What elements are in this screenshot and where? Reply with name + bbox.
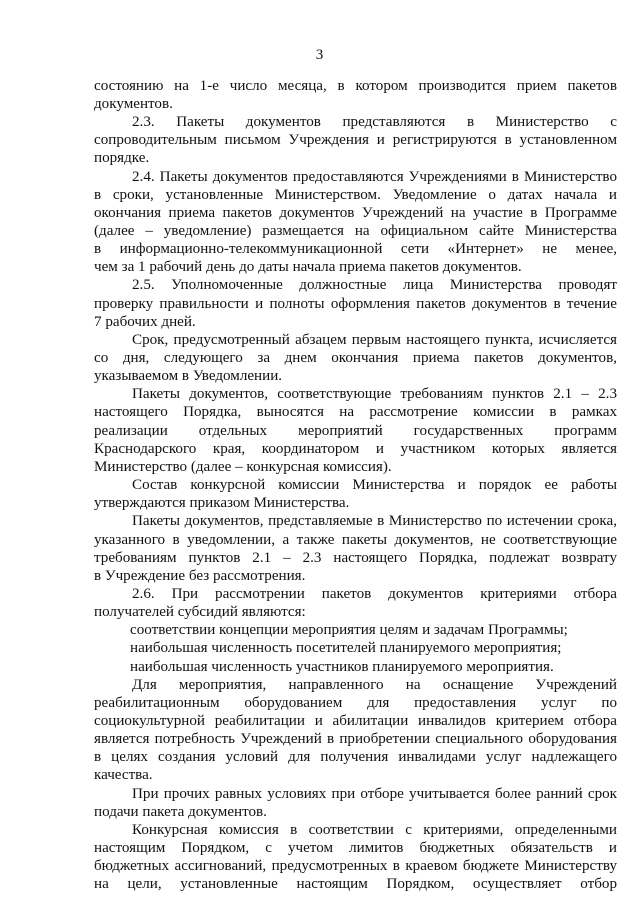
text-line: в Учреждение без рассмотрения. <box>94 568 306 584</box>
text-line: на цели, установленные настоящим Порядком, осуществляет отбор <box>94 876 617 892</box>
text-line: утверждаются приказом Министерства. <box>94 495 350 511</box>
text-line: Для мероприятия, направленного на оснащение Учреждений <box>132 677 617 693</box>
text-line: 2.6. При рассмотрении пакетов документов критериями отбора <box>132 586 617 602</box>
text-line: окончания приема пакетов документов Учреждений на участие в Программе <box>94 205 617 221</box>
page-number: 3 <box>315 47 324 63</box>
text-line: является потребность Учреждений в приобретении специального оборудования <box>94 731 617 747</box>
text-line: Министерство (далее – конкурсная комиссия). <box>94 459 392 475</box>
text-line: подачи пакета документов. <box>94 804 267 820</box>
text-line: в информационно-телекоммуникационной сети «Интернет» не менее, <box>94 241 617 257</box>
text-line: Пакеты документов, представляемые в Министерство по истечении срока, <box>132 513 617 529</box>
text-line: сопроводительным письмом Учреждения и регистрируются в установленном <box>94 132 617 148</box>
text-line: проверку правильности и полноты оформления пакетов документов в течение <box>94 296 617 312</box>
text-line: указанного в уведомлении, а также пакеты документов, не соответствующие <box>94 532 617 548</box>
text-line: Краснодарского края, координатором и участником которых является <box>94 441 617 457</box>
text-line: 2.5. Уполномоченные должностные лица Министерства проводят <box>132 277 617 293</box>
text-line: получателей субсидий являются: <box>94 604 306 620</box>
text-line: состоянию на 1-е число месяца, в котором производится прием пакетов <box>94 78 617 94</box>
text-line: реабилитационным оборудованием для предоставления услуг по <box>94 695 617 711</box>
text-line: со дня, следующего за днем окончания приема пакетов документов, <box>94 350 617 366</box>
text-line: в целях создания условий для получения инвалидами услуг надлежащего <box>94 749 617 765</box>
text-line: При прочих равных условиях при отборе учитывается более ранний срок <box>132 786 617 802</box>
text-line: 2.3. Пакеты документов представляются в Министерство с <box>132 114 617 130</box>
text-line: социокультурной реабилитации и абилитации инвалидов критерием отбора <box>94 713 617 729</box>
text-line: документов. <box>94 96 173 112</box>
text-line: бюджетных ассигнований, предусмотренных в краевом бюджете Министерству <box>94 858 617 874</box>
text-line: в сроки, установленные Министерством. Уведомление о датах начала и <box>94 187 617 203</box>
criteria-item: наибольшая численность участников планируемого мероприятия. <box>130 659 554 675</box>
text-line: настоящего Порядка, выносятся на рассмотрение комиссии в рамках <box>94 404 617 420</box>
text-line: 7 рабочих дней. <box>94 314 196 330</box>
text-line: качества. <box>94 767 153 783</box>
text-line: (далее – уведомление) размещается на официальном сайте Министерства <box>94 223 617 239</box>
text-line: реализации отдельных мероприятий государственных программ <box>94 423 617 439</box>
text-line: требованиям пунктов 2.1 – 2.3 настоящего Порядка, подлежат возврату <box>94 550 617 566</box>
text-line: порядке. <box>94 150 150 166</box>
criteria-item: соответствии концепции мероприятия целям и задачам Программы; <box>130 622 568 638</box>
text-line: чем за 1 рабочий день до даты начала приема пакетов документов. <box>94 259 522 275</box>
text-line: указываемом в Уведомлении. <box>94 368 283 384</box>
text-line: 2.4. Пакеты документов предоставляются Учреждениями в Министерство <box>132 169 617 185</box>
criteria-item: наибольшая численность посетителей планируемого мероприятия; <box>130 640 562 656</box>
text-line: Пакеты документов, соответствующие требованиям пунктов 2.1 – 2.3 <box>132 386 617 402</box>
text-line: Состав конкурсной комиссии Министерства и порядок ее работы <box>132 477 617 493</box>
text-line: настоящим Порядком, с учетом лимитов бюджетных обязательств и <box>94 840 617 856</box>
text-line: Срок, предусмотренный абзацем первым настоящего пункта, исчисляется <box>132 332 617 348</box>
text-line: Конкурсная комиссия в соответствии с критериями, определенными <box>132 822 617 838</box>
